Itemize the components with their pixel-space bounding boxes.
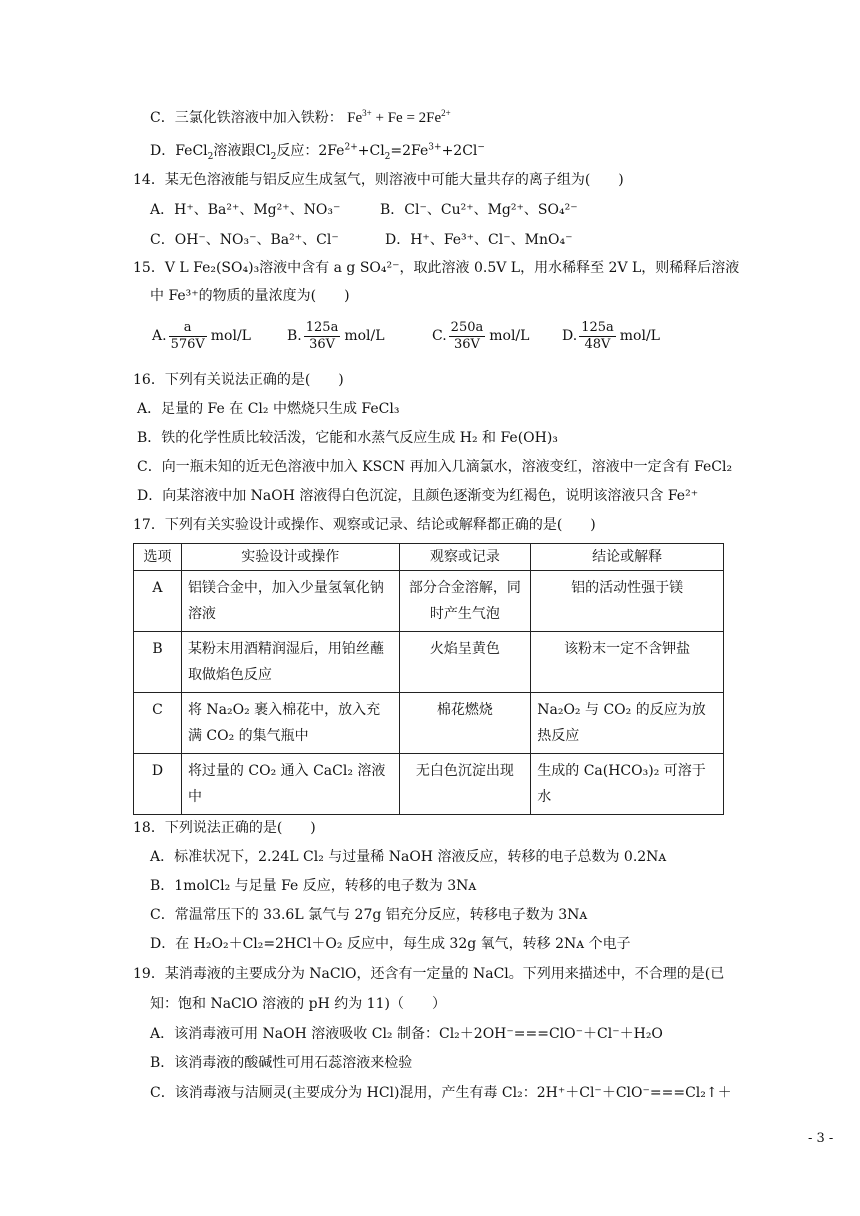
table-cell: 将过量的 CO₂ 通入 CaCl₂ 溶液中	[181, 754, 399, 815]
q18-option-c: C．常温常压下的 33.6L 氯气与 27g 铝充分反应，转移电子数为 3Nᴀ	[150, 907, 588, 923]
header-operation: 实验设计或操作	[181, 544, 399, 571]
table-header-row	[134, 544, 724, 571]
table-cell: D	[134, 754, 182, 815]
q19-stem-line2: 知：饱和 NaClO 溶液的 pH 约为 11)（ ）	[150, 996, 446, 1012]
denominator: 576V	[170, 336, 205, 352]
table-cell: 火焰呈黄色	[399, 632, 531, 693]
q18-stem: 18．下列说法正确的是( )	[133, 820, 316, 836]
option-label: A.	[152, 328, 167, 344]
table-cell: 铝镁合金中，加入少量氢氧化钠溶液	[181, 571, 399, 632]
q13d-part: 溶液跟Cl	[213, 143, 271, 159]
q19-stem-line1: 19．某消毒液的主要成分为 NaClO，还含有一定量的 NaCl。下列用来描述中，不合理的是(已	[133, 966, 725, 982]
option-label: C.	[432, 328, 447, 344]
q13d-part: +2Cl	[441, 143, 478, 159]
q15-stem-line2: 中 Fe³⁺的物质的量浓度为( )	[150, 288, 350, 304]
q14-option-d: D．H⁺、Fe³⁺、Cl⁻、MnO₄⁻	[385, 232, 573, 248]
q13-option-c-text: C．三氯化铁溶液中加入铁粉：	[150, 110, 343, 126]
table-row	[134, 571, 724, 632]
unit: mol/L	[344, 328, 385, 344]
q18-option-a: A．标准状况下，2.24L Cl₂ 与过量稀 NaOH 溶液反应，转移的电子总数为 0.2Nᴀ	[150, 849, 667, 865]
fraction	[169, 320, 207, 353]
q17-stem: 17．下列有关实验设计或操作、观察或记录、结论或解释都正确的是( )	[133, 517, 596, 533]
q14-option-c: C．OH⁻、NO₃⁻、Ba²⁺、Cl⁻	[150, 232, 339, 248]
option-label: B.	[287, 328, 302, 344]
q13d-part: 反应：2Fe	[276, 143, 345, 159]
header-option: 选项	[134, 544, 182, 571]
unit: mol/L	[619, 328, 660, 344]
q16-option-a: A．足量的 Fe 在 Cl₂ 中燃烧只生成 FeCl₃	[137, 401, 400, 417]
header-observation: 观察或记录	[399, 544, 531, 571]
q13d-part: +Cl	[357, 143, 385, 159]
q15-option-b	[287, 318, 385, 354]
fraction	[304, 320, 341, 353]
experiment-table	[133, 543, 724, 815]
numerator: 250a	[450, 319, 484, 335]
q19-option-b: B．该消毒液的酸碱性可用石蕊溶液来检验	[150, 1055, 413, 1071]
numerator: a	[169, 320, 207, 337]
q15-option-c	[432, 318, 529, 354]
table-cell: B	[134, 632, 182, 693]
option-label: D.	[562, 328, 578, 344]
q13d-part: D．FeCl	[150, 143, 208, 159]
q18-option-d: D．在 H₂O₂＋Cl₂=2HCl＋O₂ 反应中，每生成 32g 氧气，转移 2Nᴀ 个电子	[150, 936, 631, 952]
q14-option-a: A．H⁺、Ba²⁺、Mg²⁺、NO₃⁻	[150, 202, 341, 218]
table-cell: 部分合金溶解，同时产生气泡	[399, 571, 531, 632]
q18-option-b: B．1molCl₂ 与足量 Fe 反应，转移的电子数为 3Nᴀ	[150, 878, 477, 894]
table-cell: 将 Na₂O₂ 裹入棉花中，放入充满 CO₂ 的集气瓶中	[181, 693, 399, 754]
table-row	[134, 754, 724, 815]
fraction	[449, 320, 486, 353]
denominator: 36V	[453, 336, 480, 352]
table-cell: 棉花燃烧	[399, 693, 531, 754]
table-cell: 某粉末用酒精润湿后，用铂丝蘸取做焰色反应	[181, 632, 399, 693]
q13-option-c	[150, 108, 451, 128]
q13d-part: =2Fe	[390, 143, 429, 159]
unit: mol/L	[489, 328, 530, 344]
q19-option-a: A．该消毒液可用 NaOH 溶液吸收 Cl₂ 制备：Cl₂＋2OH⁻===ClO⁻＋Cl⁻＋H₂O	[150, 1026, 663, 1042]
q13-option-c-equation: $Fe^{3+} + Fe = 2Fe^{2+}$	[347, 108, 451, 126]
q14-stem: 14．某无色溶液能与铝反应生成氢气，则溶液中可能大量共存的离子组为( )	[133, 172, 624, 188]
q15-options	[152, 318, 251, 354]
table-cell: 生成的 Ca(HCO₃)₂ 可溶于水	[531, 754, 724, 815]
header-conclusion: 结论或解释	[531, 544, 724, 571]
unit: mol/L	[210, 328, 251, 344]
table-cell: C	[134, 693, 182, 754]
table-cell: Na₂O₂ 与 CO₂ 的反应为放热反应	[531, 693, 724, 754]
q13-option-d: D．FeCl$_2$溶液跟$Cl_2$反应：$2Fe^{2+}+Cl_2=2Fe^{3+}+2Cl^-$	[150, 142, 485, 162]
table-cell: 该粉末一定不含钾盐	[531, 632, 724, 693]
q15-option-a	[152, 319, 251, 352]
q16-option-b: B．铁的化学性质比较活泼，它能和水蒸气反应生成 H₂ 和 Fe(OH)₃	[137, 430, 558, 446]
numerator: 125a	[305, 319, 339, 335]
table-row	[134, 632, 724, 693]
table-row	[134, 693, 724, 754]
table-cell: 铝的活动性强于镁	[531, 571, 724, 632]
q14-option-b: B．Cl⁻、Cu²⁺、Mg²⁺、SO₄²⁻	[380, 202, 578, 218]
q15-option-d	[562, 318, 660, 354]
q19-option-c: C．该消毒液与洁厕灵(主要成分为 HCl)混用，产生有毒 Cl₂：2H⁺＋Cl⁻＋ClO⁻===Cl₂↑＋	[150, 1085, 732, 1101]
denominator: 48V	[584, 336, 611, 352]
denominator: 36V	[309, 336, 335, 352]
table-cell: 无白色沉淀出现	[399, 754, 531, 815]
page-number: - 3 -	[808, 1131, 834, 1146]
table-cell: A	[134, 571, 182, 632]
numerator: 125a	[581, 319, 614, 335]
q16-stem: 16．下列有关说法正确的是( )	[133, 372, 344, 388]
fraction	[579, 320, 616, 353]
q16-option-d: D．向某溶液中加 NaOH 溶液得白色沉淀，且颜色逐渐变为红褐色，说明该溶液只含 Fe²⁺	[137, 488, 699, 504]
q16-option-c: C．向一瓶未知的近无色溶液中加入 KSCN 再加入几滴氯水，溶液变红，溶液中一定含有 FeCl₂	[137, 459, 733, 475]
q15-stem-line1: 15．V L Fe₂(SO₄)₃溶液中含有 a g SO₄²⁻，取此溶液 0.5V L，用水稀释至 2V L，则稀释后溶液	[133, 260, 740, 276]
